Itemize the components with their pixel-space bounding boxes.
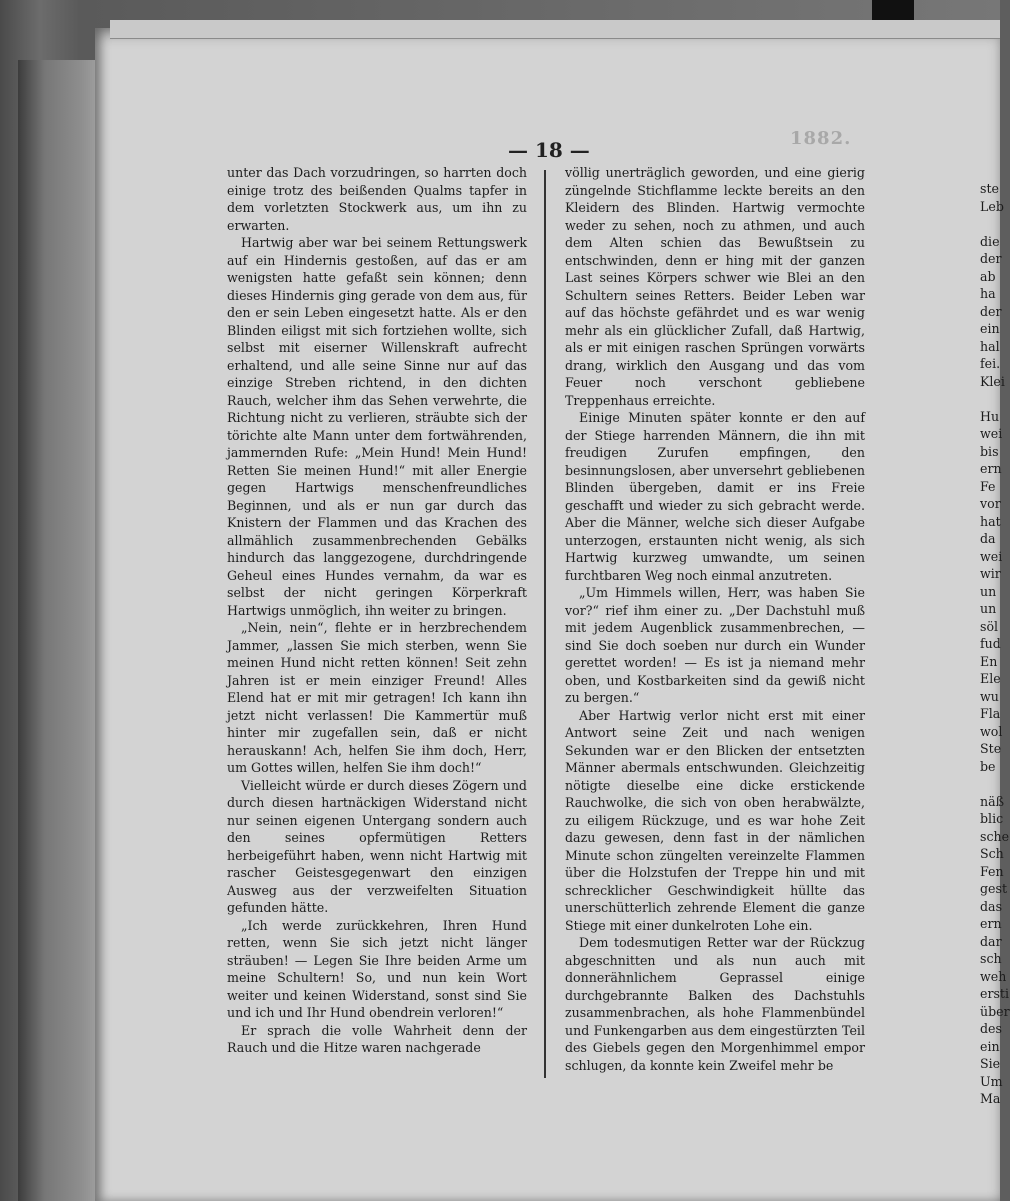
bleed-fragment: die — [980, 233, 1000, 249]
bleed-fragment: Fla — [980, 706, 1001, 721]
bleed-fragment: fei. — [980, 356, 1001, 371]
bleed-fragment: ab — [980, 268, 996, 284]
bleed-fragment: wu — [980, 688, 999, 704]
paragraph: Dem todesmutigen Retter war der Rückzug abgeschnitten und als nun auch mit donnerähnlichem Geprassel einige durchgebrannte Balken des Dachstuhls zusammenbrachen, als hohe Flammenbündel und Funkengarben aus dem eingestürzten Teil des Giebels gegen den Morgenhimmel empor schlugen, da konnte kein Zweifel mehr be — [565, 935, 865, 1073]
paragraph: Aber Hartwig verlor nicht erst mit einer Antwort seine Zeit und nach wenigen Sekunden war er den Blicken der entsetzten Männer abermals entschwunden. Gleichzeitig nötigte dieselbe eine dicke erstickende Rauchwolke, die sich von oben herabwälzte, zu eiligem Rückzuge, und es war hohe Zeit dazu gewesen, denn fast in der nämlichen Minute schon züngelten vereinzelte Flammen über die Holzstufen der Treppe hin und mit schrecklicher Geschwindigkeit hüllte das unerschütterlich zehrende Element die ganze Stiege mit einer dunkelroten Lohe ein. — [565, 707, 865, 933]
bleed-fragment: ern — [980, 461, 1002, 476]
next-page-bleed-column — [980, 180, 1010, 1106]
bleed-fragment: wei — [980, 426, 1003, 441]
bleed-fragment: Fen — [980, 863, 1004, 879]
paragraph: Vielleicht würde er durch dieses Zögern und durch diesen hartnäckigen Widerstand nicht nur seinen eigenen Untergang sondern auch den seines opfermütigen Retters herbeigeführt haben, wenn nicht Hartwig mit rascher Geistesgegenwart den einzigen Ausweg aus der verzweifelten Situation gefunden hätte. — [227, 777, 527, 915]
bleed-fragment: ha — [980, 286, 996, 301]
bleed-fragment: sch — [980, 951, 1002, 966]
bleed-fragment: der — [980, 251, 1002, 266]
bleed-through-number: 1882. — [790, 128, 852, 149]
bleed-fragment: da — [980, 531, 996, 546]
bleed-fragment: ste — [980, 181, 999, 196]
column-divider — [544, 170, 546, 1078]
bleed-fragment: un — [980, 601, 997, 616]
bleed-fragment: sche — [980, 828, 1010, 844]
bleed-fragment — [980, 215, 1000, 233]
paragraph: „Nein, nein“, flehte er in herzbrechendem Jammer, „lassen Sie mich sterben, wenn Sie meinen Hund nicht retten können! Seit zehn Jahren ist er mein einziger Freund! Alles Elend hat er mit mir getragen! Ich kann ihn jetzt nicht verlassen! Die Kammertür muß hinter mir zugefallen sein, daß er nicht herauskann! Ach, helfen Sie ihm doch, Herr, um Gottes willen, helfen Sie ihm doch!“ — [227, 620, 527, 775]
paragraph: völlig unerträglich geworden, und eine gierig züngelnde Stichflamme leckte bereits an den Kleidern des Blinden. Hartwig vermochte weder zu sehen, noch zu athmen, und auch dem Alten schien das Bewußtsein zu entschwinden, denn er hing mit der ganzen Last seines Körpers schwer wie Blei an den Schultern seines Retters. Beider Leben war auf das höchste gefährdet und es war wenig mehr als ein glücklicher Zufall, daß Hartwig, als er mit einigen raschen Sprüngen vorwärts drang, wirklich den Ausgang und das vom Feuer noch verschont gebliebene Treppenhaus erreichte. — [565, 165, 865, 408]
paragraph: „Um Himmels willen, Herr, was haben Sie vor?“ rief ihm einer zu. „Der Dachstuhl muß mit jedem Augenblick zusammenbrechen, — sind Sie doch soeben nur durch ein Wunder gerettet worden! — Es ist ja niemand mehr oben, und Kostbarkeiten sind da gewiß nicht zu bergen.“ — [565, 585, 865, 705]
bleed-fragment: dar — [980, 933, 1002, 949]
bleed-fragment: Sch — [980, 846, 1004, 861]
bleed-fragment: Hu — [980, 408, 1000, 424]
paragraph: Er sprach die volle Wahrheit denn der Rauch und die Hitze waren nachgerade — [227, 1022, 527, 1055]
bleed-fragment: Fe — [980, 478, 996, 494]
paragraph: „Ich werde zurückkehren, Ihren Hund retten, wenn Sie sich jetzt nicht länger sträuben! — Legen Sie Ihre beiden Arme um meine Schultern! So, und nun kein Wort weiter und keinen Widerstand, sonst sind Sie und ich und Ihr Hund obendrein verloren!“ — [227, 917, 527, 1020]
bleed-fragment: En — [980, 653, 998, 669]
bleed-fragment: Ele — [980, 671, 1001, 686]
bleed-fragment: wir — [980, 566, 1001, 581]
bleed-fragment: über — [980, 1003, 1010, 1019]
bleed-fragment: ein — [980, 1038, 1000, 1054]
bleed-fragment: weh — [980, 968, 1007, 984]
bleed-fragment: ersti — [980, 986, 1010, 1001]
bleed-fragment: Klei — [980, 373, 1005, 389]
bleed-fragment: un — [980, 583, 997, 599]
paragraph: Einige Minuten später konnte er den auf der Stiege harrenden Männern, die ihn mit freudigen Zurufen empfingen, den besinnungslosen, aber unversehrt gebliebenen Blinden übergeben, damit er ins Freie geschafft und wieder zu sich gebracht werde. Aber die Männer, welche sich dieser Aufgabe unterzogen, erstaunten nicht wenig, als sich Hartwig kurzweg umwandte, um seinen furchtbaren Weg noch einmal anzutreten. — [565, 410, 865, 583]
bleed-fragment: der — [980, 303, 1002, 319]
bleed-fragment: bis — [980, 443, 999, 459]
bleed-fragment: söl — [980, 618, 999, 634]
right-text-column — [565, 164, 865, 1074]
paragraph: Hartwig aber war bei seinem Rettungswerk auf ein Hindernis gestoßen, auf das er am wenigsten hatte gefaßt sein können; denn dieses Hindernis ging gerade von dem aus, für den er sein Leben eingesetzt hatte. Als er den Blinden eiligst mit sich fortziehen wollte, sich selbst mit eiserner Willenskraft aufrecht erhaltend, und alle seine Sinne nur auf das einzige Streben richtend, in den dichten Rauch, welcher ihm das Sehen verwehrte, die Richtung nicht zu verlieren, sträubte sich der törichte alte Mann unter dem fortwährenden, jammernden Rufe: „Mein Hund! Mein Hund! Retten Sie meinen Hund!“ mit aller Energie gegen Hartwigs menschenfreundliches Beginnen, und als er nun gar durch das Knistern der Flammen und das Krachen des allmählich zusammenbrechenden Gebälks hindurch das langgezogene, durchdringende Geheul eines Hundes vernahm, da war es selbst der nicht geringen Körperkraft Hartwigs unmöglich, ihn weiter zu bringen. — [227, 235, 527, 618]
bleed-fragment: gest — [980, 881, 1008, 896]
bleed-fragment: Sie — [980, 1056, 1001, 1071]
bleed-fragment — [980, 390, 1000, 408]
bleed-fragment: be — [980, 758, 996, 774]
bleed-fragment: Ste — [980, 741, 1002, 756]
bleed-fragment: fud — [980, 636, 1001, 651]
bleed-fragment: des — [980, 1021, 1002, 1036]
bleed-fragment: ern — [980, 916, 1002, 931]
bleed-fragment: hal — [980, 338, 1000, 354]
bleed-fragment: Ma — [980, 1091, 1001, 1106]
bleed-fragment: wol — [980, 723, 1003, 739]
page-top-strip — [110, 20, 1000, 39]
bleed-fragment: das — [980, 898, 1003, 914]
bleed-fragment: näß — [980, 793, 1005, 809]
bleed-fragment: Leb — [980, 198, 1004, 214]
bleed-fragment: hat — [980, 513, 1001, 529]
paragraph: unter das Dach vorzudringen, so harrten doch einige trotz des beißenden Qualms tapfer in dem vorletzten Stockwerk aus, um ihn zu erwarten. — [227, 165, 527, 233]
bleed-fragment — [980, 775, 1000, 793]
left-text-column — [227, 164, 527, 1057]
bleed-fragment: vor — [980, 496, 1001, 511]
bleed-fragment: Um — [980, 1073, 1003, 1089]
bleed-fragment: wei — [980, 548, 1003, 564]
page-number: — 18 — — [508, 138, 590, 162]
bleed-fragment: ein — [980, 321, 1000, 336]
bleed-fragment: blic — [980, 811, 1004, 826]
